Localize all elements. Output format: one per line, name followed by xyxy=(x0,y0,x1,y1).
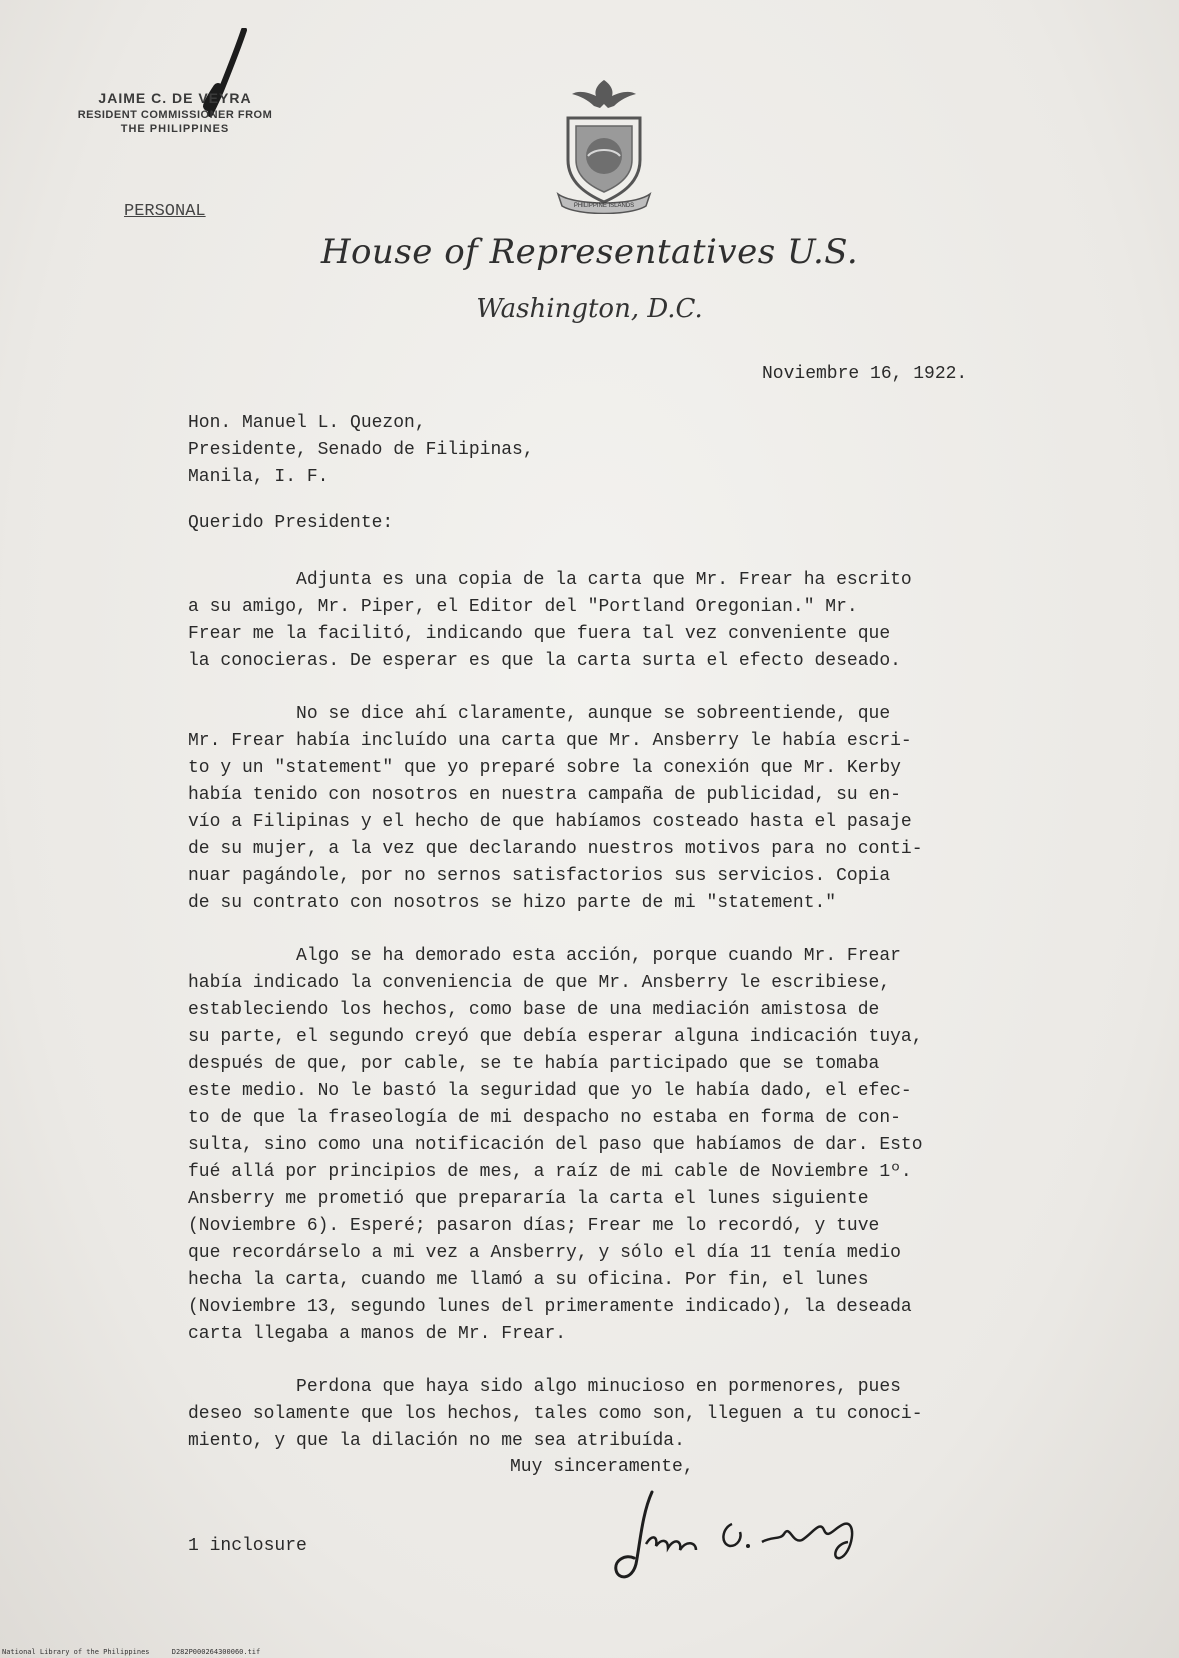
addressee-line: Hon. Manuel L. Quezon, xyxy=(188,413,426,433)
seal-ribbon-text: PHILIPPINE ISLANDS xyxy=(573,203,635,209)
addressee-line: Manila, I. F. xyxy=(188,467,329,487)
closing: Muy sinceramente, xyxy=(510,1457,694,1477)
letterhead-role: RESIDENT COMMISSIONER FROM xyxy=(77,109,273,121)
letterhead xyxy=(40,90,310,135)
salutation: Querido Presidente: xyxy=(188,513,394,533)
body-paragraph: Algo se ha demorado esta acción, porque cuando Mr. Frear había indicado la conveniencia de que Mr. Ansberry le escribiese, estableciendo los hechos, como base de una mediación amistosa de su parte, el segundo creyó que debía esperar alguna indicación tuya, después de que, por cable, se te había participado que se tomaba este medio. No le bastó la seguridad que yo le había dado, el efec- to de que la fraseología de mi despacho no estaba en forma de con- sulta, sino como una notificación del paso que habíamos de dar. Esto fué allá por principios de mes, a raíz de mi cable de Noviembre 1º. Ansberry me prometió que prepararía la carta el lunes siguiente (Noviembre 6). Esperé; pasaron días; Frear me lo recordó, y tuve que recordárselo a mi vez a Ansberry, y sólo el día 11 tenía medio hecha la carta, cuando me llamó a su oficina. Por fin, el lunes (Noviembre 13, segundo lunes del primeramente indicado), la deseada carta llegaba a manos de Mr. Frear. xyxy=(188,946,923,1344)
letterhead-place: THE PHILIPPINES xyxy=(120,123,230,135)
letter-date: Noviembre 16, 1922. xyxy=(762,364,968,384)
letter-body xyxy=(188,567,1088,1481)
footer-filename: D282P000264300060.tif xyxy=(171,1648,261,1656)
body-paragraph: Perdona que haya sido algo minucioso en pormenores, pues deseo solamente que los hechos, tales como son, lleguen a tu conoci- miento, y que la dilación no me sea atribuída. xyxy=(188,1377,923,1451)
enclosure-note: 1 inclosure xyxy=(188,1536,307,1556)
handwritten-signature xyxy=(612,1484,942,1584)
letterhead-name: JAIME C. DE VEYRA xyxy=(98,90,252,106)
body-paragraph: No se dice ahí claramente, aunque se sobreentiende, que Mr. Frear había incluído una carta que Mr. Ansberry le había escri- to y un "statement" que yo preparé sobre la conexión que Mr. Kerby había tenido con nosotros en nuestra campaña de publicidad, su en- vío a Filipinas y el hecho de que habíamos costeado hasta el pasaje de su mujer, a la vez que declarando nuestros motivos para no conti- nuar pagándole, por no sernos satisfactorios sus servicios. Copia de su contrato con nosotros se hizo parte de mi "statement." xyxy=(188,704,923,913)
city-heading: Washington, D.C. xyxy=(476,294,703,324)
addressee-block xyxy=(188,410,534,491)
institution-heading: House of Representatives U.S. xyxy=(320,232,859,272)
addressee-line: Presidente, Senado de Filipinas, xyxy=(188,440,534,460)
philippine-seal-icon xyxy=(544,74,664,214)
body-paragraph: Adjunta es una copia de la carta que Mr. Frear ha escrito a su amigo, Mr. Piper, el Editor del "Portland Oregonian." Mr. Frear me la facilitó, indicando que fuera tal vez conveniente que la conocieras. De esperar es que la carta surta el efecto deseado. xyxy=(188,570,912,671)
footer-library: National Library of the Philippines xyxy=(2,1648,150,1656)
personal-label: PERSONAL xyxy=(124,202,206,221)
scan-footer xyxy=(2,1648,278,1656)
